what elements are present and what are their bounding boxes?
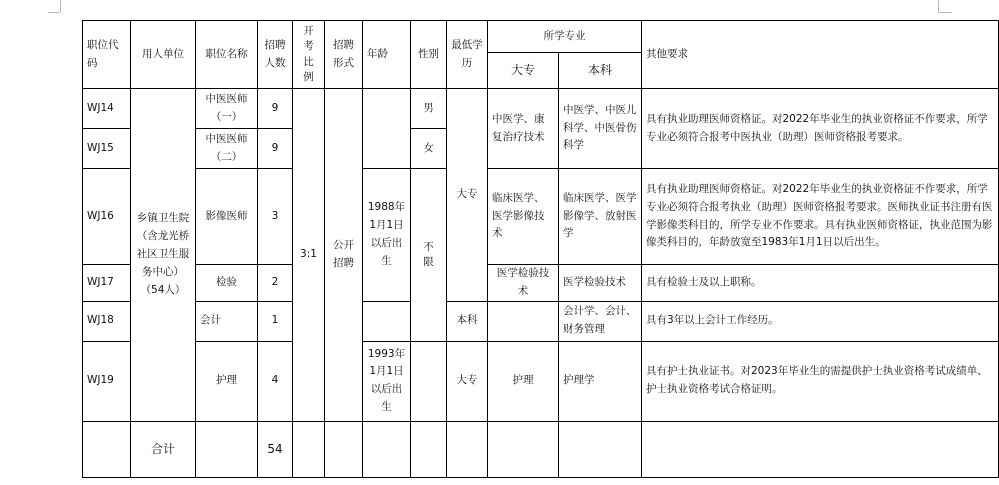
header-row <box>83 21 999 53</box>
major-bachelor-img: 临床医学、医学影像学、放射医学 <box>559 169 642 265</box>
row-code: WJ19 <box>83 341 131 421</box>
gender-female: 女 <box>411 129 447 169</box>
gender-any <box>411 169 447 342</box>
row-code: WJ14 <box>83 89 131 129</box>
major-college-nurse: 护理 <box>488 341 559 421</box>
age-blank <box>363 89 411 169</box>
major-college-img: 临床医学、医学影像技术 <box>488 169 559 265</box>
margin-mark-top-right <box>938 0 939 12</box>
ratio-cell: 3:1 <box>293 89 325 422</box>
header-code: 职位代码 <box>83 21 131 89</box>
major-bachelor-tcm: 中医学、中医儿科学、中医骨伤科学 <box>559 89 642 169</box>
row-position: 会计 <box>196 301 258 341</box>
major-college-tcm: 中医学、康复治疗技术 <box>488 89 559 169</box>
total-blank <box>642 421 999 477</box>
form-cell: 公开招聘 <box>325 89 363 422</box>
margin-mark-top-right-h <box>938 12 952 13</box>
other-acc: 具有3年以上会计工作经历。 <box>642 301 999 341</box>
header-age: 年龄 <box>363 21 411 89</box>
row-count: 9 <box>258 129 293 169</box>
other-nurse: 具有护士执业证书。对2023年毕业生的需提供护士执业资格考试成绩单、护士执业资格考试合格证明。 <box>642 341 999 421</box>
row-count: 2 <box>258 265 293 302</box>
header-unit: 用人单位 <box>131 21 196 89</box>
gender-male: 男 <box>411 89 447 129</box>
total-blank <box>447 421 488 477</box>
row-count: 9 <box>258 89 293 129</box>
row-count: 4 <box>258 341 293 421</box>
header-major-college: 大专 <box>488 53 559 89</box>
total-count: 54 <box>258 421 293 477</box>
header-position: 职位名称 <box>196 21 258 89</box>
edu-college-2: 大专 <box>447 341 488 421</box>
total-label: 合计 <box>131 421 196 477</box>
header-major-bachelor: 本科 <box>559 53 642 89</box>
edu-bachelor: 本科 <box>447 301 488 341</box>
row-position: 影像医师 <box>196 169 258 265</box>
row-position: 护理 <box>196 341 258 421</box>
major-college-lab: 医学检验技术 <box>488 265 559 302</box>
edu-college: 大专 <box>447 89 488 302</box>
row-position: 中医医师（二） <box>196 129 258 169</box>
row-count: 3 <box>258 169 293 265</box>
other-img: 具有执业助理医师资格证。对2022年毕业生的执业资格证不作要求，所学专业必须符合报考执业（助理）医师资格报考要求。医师执业证书注册有医学影像类科目的，所学专业不作要求。具有执业医师资格证，执业范围为影像类科目的，年龄放宽至1983年1月1日以后出生。 <box>642 169 999 265</box>
major-bachelor-nurse: 护理学 <box>559 341 642 421</box>
major-bachelor-lab: 医学检验技术 <box>559 265 642 302</box>
table-row <box>83 265 999 302</box>
gender-blank <box>411 341 447 421</box>
header-count: 招聘人数 <box>258 21 293 89</box>
unit-cell: 乡镇卫生院（含龙光桥社区卫生服务中心）（54人） <box>131 89 196 422</box>
header-major: 所学专业 <box>488 21 642 53</box>
total-row <box>83 421 999 477</box>
other-tcm: 具有执业助理医师资格证。对2022年毕业生的执业资格证不作要求，所学专业必须符合报考中医执业（助理）医师资格报考要求。 <box>642 89 999 169</box>
row-code: WJ17 <box>83 265 131 302</box>
major-college-acc <box>488 301 559 341</box>
header-ratio-text: 开考比例 <box>303 25 314 83</box>
row-code: WJ16 <box>83 169 131 265</box>
total-blank <box>363 421 411 477</box>
age-1988: 1988年1月1日以后出生 <box>363 169 411 302</box>
total-blank <box>559 421 642 477</box>
total-blank <box>325 421 363 477</box>
table-row <box>83 301 999 341</box>
header-gender: 性别 <box>411 21 447 89</box>
total-blank-position <box>196 421 258 477</box>
total-blank-code <box>83 421 131 477</box>
row-position: 中医医师（一） <box>196 89 258 129</box>
header-ratio <box>293 21 325 89</box>
margin-mark-top-left <box>60 0 61 12</box>
other-lab: 具有检验士及以上职称。 <box>642 265 999 302</box>
total-blank <box>293 421 325 477</box>
margin-mark-top-left-h <box>48 12 60 13</box>
header-education: 最低学历 <box>447 21 488 89</box>
header-other: 其他要求 <box>642 21 999 89</box>
row-count: 1 <box>258 301 293 341</box>
table-row <box>83 169 999 265</box>
total-blank <box>411 421 447 477</box>
header-form: 招聘形式 <box>325 21 363 89</box>
age-blank-2 <box>363 301 411 341</box>
total-blank <box>488 421 559 477</box>
age-1993: 1993年1月1日以后出生 <box>363 341 411 421</box>
gender-any-text: 不限 <box>423 240 434 268</box>
table-row <box>83 89 999 129</box>
major-bachelor-acc: 会计学、会计、财务管理 <box>559 301 642 341</box>
row-code: WJ18 <box>83 301 131 341</box>
recruitment-table <box>82 20 999 478</box>
table-row <box>83 341 999 421</box>
row-position: 检验 <box>196 265 258 302</box>
row-code: WJ15 <box>83 129 131 169</box>
